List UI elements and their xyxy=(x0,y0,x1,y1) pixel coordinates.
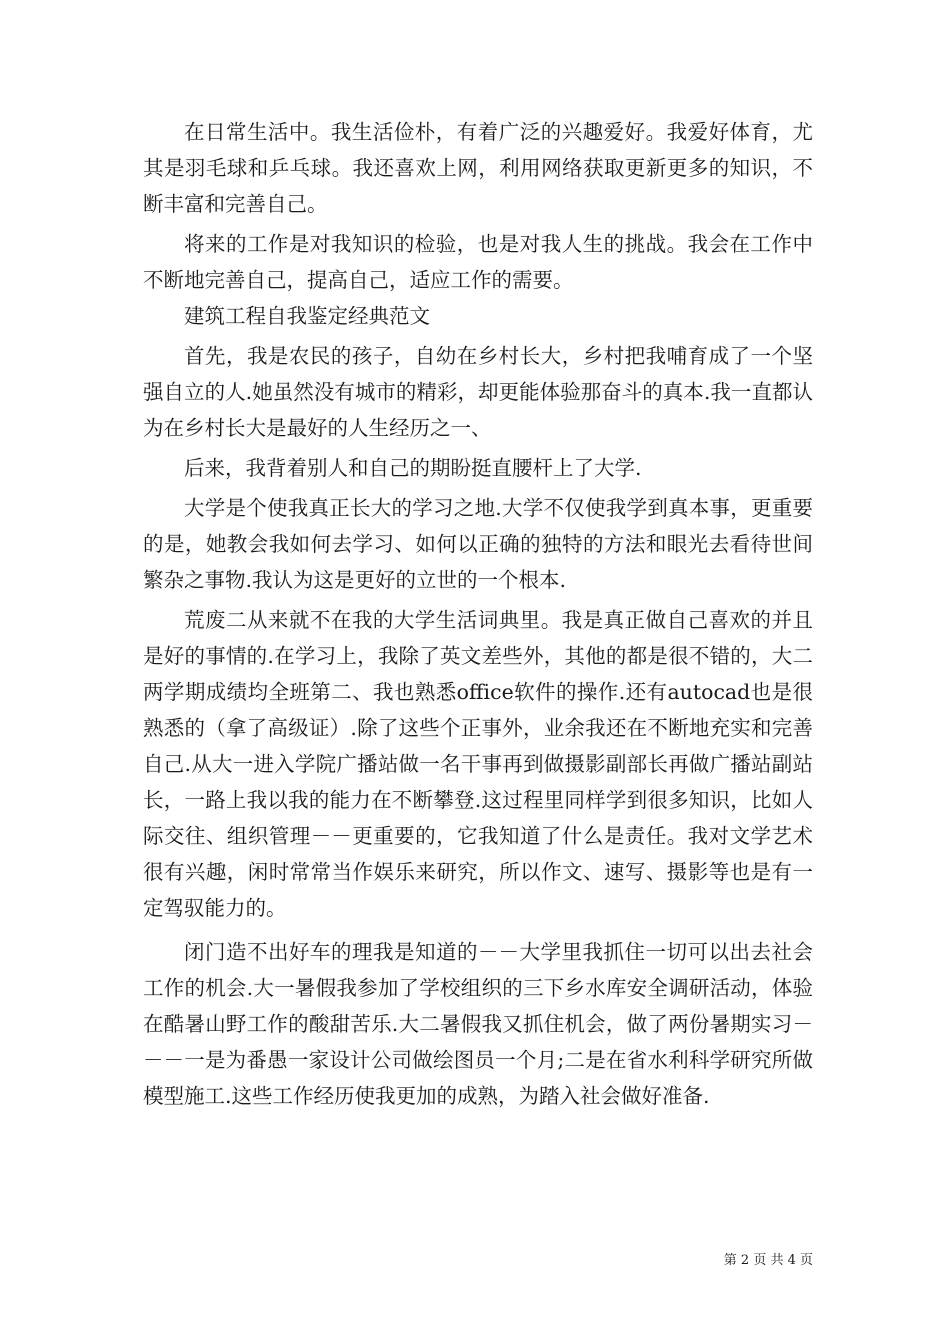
paragraph: 在日常生活中。我生活俭朴，有着广泛的兴趣爱好。我爱好体育，尤其是羽毛球和乒乓球。我还喜欢上网，利用网络获取更新更多的知识，不断丰富和完善自己。 xyxy=(143,120,813,216)
section-heading: 建筑工程自我鉴定经典范文 xyxy=(184,304,430,328)
paragraph: 首先，我是农民的孩子，自幼在乡村长大，乡村把我哺育成了一个坚强自立的人.她虽然没有城市的精彩，却更能体验那奋斗的真本.我一直都认为在乡村长大是最好的人生经历之一、 xyxy=(143,344,813,440)
paragraph: 荒废二从来就不在我的大学生活词典里。我是真正做自己喜欢的并且是好的事情的.在学习上，我除了英文差些外，其他的都是很不错的，大二两学期成绩均全班第二、我也熟悉office软件的操作.还有autocad也是很熟悉的（拿了高级证）.除了这些个正事外，业余我还在不断地充实和完善自己.从大一进入学院广播站做一名干事再到做摄影副部长再做广播站副站长，一路上我以我的能力在不断攀登.这过程里同样学到很多知识，比如人际交往、组织管理－－更重要的，它我知道了什么是责任。我对文学艺术很有兴趣，闲时常常当作娱乐来研究，所以作文、速写、摄影等也是有一定驾驭能力的。 xyxy=(143,608,813,920)
paragraph: 大学是个使我真正长大的学习之地.大学不仅使我学到真本事，更重要的是，她教会我如何去学习、如何以正确的独特的方法和眼光去看待世间繁杂之事物.我认为这是更好的立世的一个根本. xyxy=(143,496,813,592)
document-page xyxy=(143,114,813,1114)
page-number: 第 2 页 共 4 页 xyxy=(723,1253,813,1268)
paragraph: 闭门造不出好车的理我是知道的－－大学里我抓住一切可以出去社会工作的机会.大一暑假我参加了学校组织的三下乡水库安全调研活动，体验在酷暑山野工作的酸甜苦乐.大二暑假我又抓住机会，做了两份暑期实习－－－一是为番愚一家设计公司做绘图员一个月;二是在省水利科学研究所做模型施工.这些工作经历使我更加的成熟，为踏入社会做好准备. xyxy=(143,940,813,1108)
paragraph: 将来的工作是对我知识的检验，也是对我人生的挑战。我会在工作中不断地完善自己，提高自己，适应工作的需要。 xyxy=(143,232,813,292)
paragraph: 后来，我背着别人和自己的期盼挺直腰杆上了大学. xyxy=(184,456,642,480)
